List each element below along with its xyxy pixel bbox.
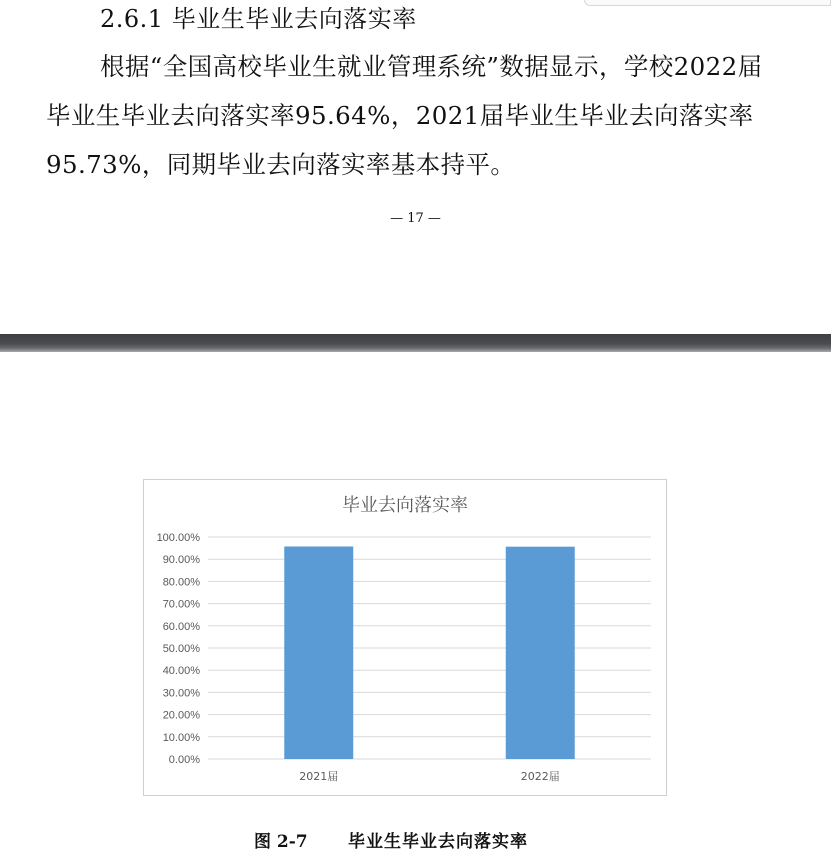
y-tick-label: 60.00% [162,620,200,633]
y-tick-label: 20.00% [162,709,200,722]
bar [506,547,575,759]
x-tick-label: 2021届 [299,770,339,783]
page-separator [0,334,831,352]
x-tick-label: 2022届 [520,770,560,783]
y-tick-label: 100.00% [156,532,200,544]
section-heading: 2.6.1 毕业生毕业去向落实率 [100,5,417,33]
body-paragraph: 根据“全国高校毕业生就业管理系统”数据显示，学校2022届毕业生毕业去向落实率95.64%，2021届毕业生毕业去向落实率95.73%，同期毕业去向落实率基本持平。 [46,52,763,179]
bar-chart [143,479,667,796]
document-page [0,0,831,334]
y-tick-label: 0.00% [168,754,200,766]
page-shadow [584,0,831,6]
bar [284,546,353,759]
page-number: — 17 — [390,211,441,226]
figure-caption: 毕业生毕业去向落实率 [348,832,528,852]
y-tick-label: 70.00% [162,598,200,611]
y-tick-label: 90.00% [162,554,200,567]
y-tick-label: 80.00% [162,576,200,589]
y-tick-label: 10.00% [162,731,200,744]
y-tick-label: 30.00% [162,687,200,700]
figure-label: 图 2-7 [254,832,308,852]
y-tick-label: 50.00% [162,643,200,655]
y-tick-label: 40.00% [162,665,200,678]
chart-title: 毕业去向落实率 [342,495,468,516]
